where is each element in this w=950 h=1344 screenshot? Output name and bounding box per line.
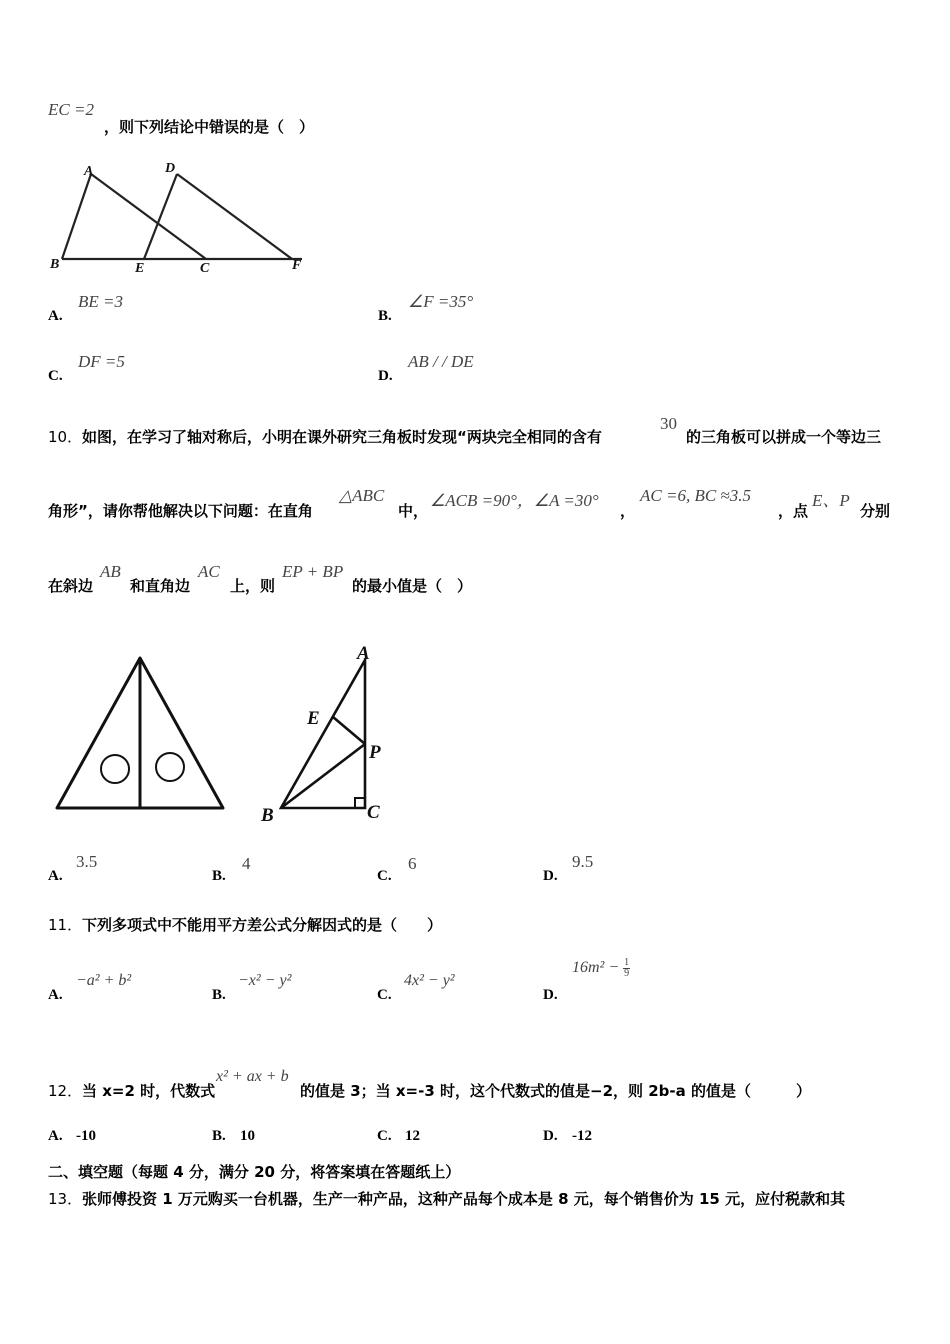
q11-option-D-key: D. <box>543 987 558 1003</box>
q9-stem: ，则下列结论中错误的是（ ） <box>104 118 315 136</box>
q9-option-A-key: A. <box>48 308 63 324</box>
q9-premise: EC =2 <box>48 100 94 119</box>
q10-option-A: 3.5 <box>76 852 98 871</box>
q12-option-B: 10 <box>240 1128 255 1144</box>
q10-line2-math4: E、P <box>812 491 850 510</box>
q12-option-A-key: A. <box>48 1128 63 1144</box>
q11-option-A-key: A. <box>48 987 63 1003</box>
q10-line2-c: ， <box>620 502 636 520</box>
q9-option-C: DF =5 <box>78 352 125 371</box>
q11-option-D <box>572 958 630 979</box>
q11-option-C-key: C. <box>377 987 392 1003</box>
section-2-heading: 二、填空题（每题 4 分，满分 20 分，将答案填在答题纸上） <box>48 1163 461 1181</box>
q10-line1-a: 如图，在学习了轴对称后，小明在课外研究三角板时发现“两块完全相同的含有 <box>82 428 602 446</box>
q9-fig-label-F: F <box>292 258 302 273</box>
q12-option-A: -10 <box>76 1128 96 1144</box>
q12-expression: x² + ax + b <box>216 1068 289 1085</box>
q10-fig-label-B: B <box>261 805 274 826</box>
q10-line1-math: 30 <box>660 414 677 433</box>
q10-option-B-key: B. <box>212 868 226 884</box>
q12-option-D: -12 <box>572 1128 592 1144</box>
q13-number: 13． <box>48 1190 83 1208</box>
q11-option-B: −x² − y² <box>238 972 292 989</box>
q10-line3-math1: AB <box>100 562 121 581</box>
q10-figure-equilateral <box>55 655 225 815</box>
q10-fig-label-A: A <box>357 643 370 664</box>
q11-option-D-text: 16m² − <box>572 959 620 977</box>
q9-option-C-key: C. <box>48 368 63 384</box>
q10-line2-math1: △ABC <box>339 486 385 505</box>
q9-option-B-key: B. <box>378 308 392 324</box>
q10-line2-math3: AC =6, BC ≈3.5 <box>640 486 751 505</box>
q11-option-A: −a² + b² <box>76 972 132 989</box>
q11-option-D-frac-num: 1 <box>624 957 630 968</box>
q10-number: 10． <box>48 428 83 446</box>
q10-line3-c: 上，则 <box>230 577 276 595</box>
q10-option-C: 6 <box>408 854 417 873</box>
q10-fig-label-E: E <box>307 708 320 729</box>
q9-option-A: BE =3 <box>78 292 123 311</box>
q10-option-A-key: A. <box>48 868 63 884</box>
q10-fig-label-C: C <box>367 802 380 823</box>
q9-figure <box>40 155 310 280</box>
q11-option-D-fraction <box>623 958 630 979</box>
q10-line2-a: 角形”，请你帮他解决以下问题：在直角 <box>48 502 313 520</box>
q12-number: 12． <box>48 1082 83 1100</box>
q10-line3-math2: AC <box>198 562 220 581</box>
q9-option-D-key: D. <box>378 368 393 384</box>
q11-stem: 下列多项式中不能用平方差公式分解因式的是（ ） <box>82 916 443 934</box>
q11-option-C: 4x² − y² <box>404 972 455 989</box>
q12-option-B-key: B. <box>212 1128 226 1144</box>
q10-line3-math3: EP + BP <box>282 562 344 581</box>
q10-line1-b: 的三角板可以拼成一个等边三 <box>686 428 882 446</box>
q10-fig-label-P: P <box>369 742 381 763</box>
q12-option-C-key: C. <box>377 1128 392 1144</box>
q12-option-D-key: D. <box>543 1128 558 1144</box>
q10-option-D: 9.5 <box>572 852 594 871</box>
q12-option-C: 12 <box>405 1128 420 1144</box>
q9-fig-label-E: E <box>135 261 145 276</box>
q12-stem-a: 当 x=2 时，代数式 <box>82 1082 216 1100</box>
q9-fig-label-B: B <box>50 257 60 272</box>
q9-option-D: AB / / DE <box>408 352 474 371</box>
q12-stem-b: 的值是 3；当 x=-3 时，这个代数式的值是−2，则 2b-a 的值是（ ） <box>300 1082 811 1100</box>
q10-line2-d: ，点 <box>778 502 809 520</box>
q10-option-D-key: D. <box>543 868 558 884</box>
q10-line2-b: 中， <box>398 502 429 520</box>
q9-fig-label-C: C <box>200 261 210 276</box>
q10-line3-a: 在斜边 <box>48 577 94 595</box>
q11-option-D-frac-den: 9 <box>624 968 630 979</box>
q9-fig-label-D: D <box>165 161 176 176</box>
q13-text: 张师傅投资 1 万元购买一台机器，生产一种产品，这种产品每个成本是 8 元，每个销售价为 15 元，应付税款和其 <box>82 1190 846 1208</box>
q10-option-B: 4 <box>242 854 251 873</box>
q10-set-square-hole-left <box>101 755 129 783</box>
q10-line2-e: 分别 <box>860 502 891 520</box>
q11-number: 11． <box>48 916 83 934</box>
q9-option-B: ∠F =35° <box>408 292 474 311</box>
q10-option-C-key: C. <box>377 868 392 884</box>
q10-set-square-hole-right <box>156 753 184 781</box>
q10-line3-b: 和直角边 <box>130 577 191 595</box>
q11-option-B-key: B. <box>212 987 226 1003</box>
q10-figure-triangle-ABC <box>255 640 395 825</box>
q10-line3-d: 的最小值是（ ） <box>352 577 473 595</box>
q10-line2-math2: ∠ACB =90°，∠A =30° <box>430 491 599 510</box>
q9-fig-label-A: A <box>84 164 94 179</box>
